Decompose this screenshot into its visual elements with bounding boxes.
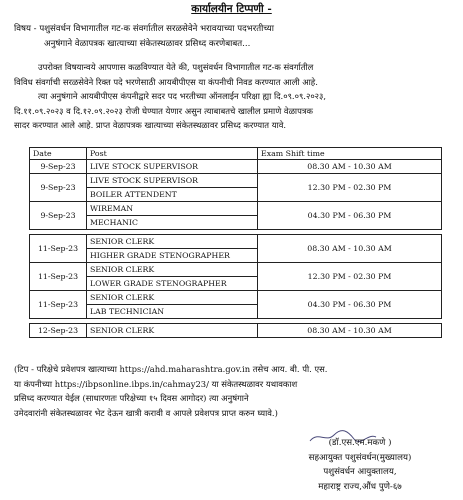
signatory-office: पशुसंवर्धन आयुक्तालय, — [323, 467, 397, 477]
document-title: कार्यालयीन टिप्पणी - — [191, 3, 272, 15]
post-name: HIGHER GRADE STENOGRAPHER — [87, 248, 257, 262]
signature-block — [260, 436, 460, 494]
note-line-2: या कंपनीच्या https://ibpsonline.ibps.in/cahmay23/ या संकेतस्थळावर यथावकाश — [14, 378, 298, 389]
subject-block — [14, 22, 454, 52]
post-name: SENIOR CLERK — [90, 265, 155, 274]
table-row — [30, 324, 442, 338]
signatory-designation: सहआयुक्त पशुसंवर्धन(मुख्यालय) — [308, 452, 412, 463]
row-shift-time: 08.30 AM - 10.30 AM — [258, 324, 442, 338]
table-row — [30, 202, 442, 230]
post-name: SENIOR CLERK — [90, 326, 155, 335]
row-date: 11-Sep-23 — [30, 235, 87, 263]
row-shift-time: 08.30 AM - 10.30 AM — [258, 160, 442, 174]
subject-line-2: अनुषंगाने वेळापत्रक खात्याच्या संकेतस्थळावर प्रसिध्द करणेबाबत... — [44, 39, 251, 49]
row-date: 9-Sep-23 — [30, 160, 87, 174]
subject-line-1: विषय - पशुसंवर्धन विभागातील गट-क संवर्गातील सरळसेवेने भरावयाच्या पदभरतीच्या — [14, 24, 274, 34]
para-line-3: त्या अनुषंगाने आयबीपीएस कंपनीद्वारे सदर पद भरतीच्या ऑनलाईन परिक्षा ह्या दि.०९.०९.२०२३, — [38, 91, 327, 102]
table-row — [30, 174, 442, 202]
note-line-4: उमेदवारांनी संकेतस्थळावर भेट देऊन खात्री करावी व आपले प्रवेशपत्र प्राप्त करुन घ्यावे.) — [14, 407, 278, 418]
note-line-1: (टिप - परिक्षेचे प्रवेशपत्र खात्याच्या https://ahd.maharashtra.gov.in तसेच आय. बी. पी. एस. — [14, 364, 328, 374]
row-shift-time: 12.30 PM - 02.30 PM — [258, 174, 442, 202]
post-name: LAB TECHNICIAN — [87, 304, 257, 318]
signatory-address: महाराष्ट्र राज्य,औंध पुणे-६७ — [318, 481, 402, 492]
post-name: SENIOR CLERK — [90, 293, 155, 302]
post-name: SENIOR CLERK — [90, 237, 155, 246]
post-name: BOILER ATTENDENT — [87, 187, 257, 201]
header-post: Post — [87, 148, 258, 160]
para-line-1: उपरोक्त विषयान्वये आपणास कळविण्यात येते की, पशुसंवर्धन विभागातील गट-क संवर्गातील — [38, 62, 314, 72]
body-paragraph — [14, 60, 454, 133]
row-posts — [87, 174, 258, 202]
header-date: Date — [30, 148, 87, 160]
post-name: WIREMAN — [90, 204, 134, 213]
post-name: LOWER GRADE STENOGRAPHER — [87, 276, 257, 290]
table-body — [30, 160, 442, 338]
row-posts — [87, 324, 258, 338]
para-line-5: सादर करण्यात आले आहे. प्राप्त वेळापत्रक खात्याच्या संकेतस्थळावर प्रसिध्द करण्यात यावे. — [14, 120, 287, 131]
row-date: 9-Sep-23 — [30, 202, 87, 230]
row-posts — [87, 160, 258, 174]
row-posts — [87, 202, 258, 230]
row-shift-time: 12.30 PM - 02.30 PM — [258, 263, 442, 291]
para-line-4: दि.११.०९.२०२३ व दि.१२.०९.२०२३ रोजी घेण्यात येणार असुन त्याबाबतचे खालील प्रमाणे वेळापत्रक — [14, 105, 313, 116]
row-date: 9-Sep-23 — [30, 174, 87, 202]
table-row — [30, 160, 442, 174]
row-shift-time: 04.30 PM - 06.30 PM — [258, 202, 442, 230]
header-shift: Exam Shift time — [258, 148, 442, 160]
para-line-2: विविध संवर्गाची सरळसेवेने रिक्त पदे भरणेसाठी आयबीपीएस या कंपनीची निवड करण्यात आली आहे. — [14, 76, 318, 87]
row-posts — [87, 263, 258, 291]
row-date: 11-Sep-23 — [30, 291, 87, 319]
note-block — [14, 362, 454, 420]
row-shift-time: 08.30 AM - 10.30 AM — [258, 235, 442, 263]
post-name: LIVE STOCK SUPERVISOR — [90, 176, 199, 185]
exam-schedule-table — [29, 147, 442, 338]
row-date: 12-Sep-23 — [30, 324, 87, 338]
post-name: MECHANIC — [87, 215, 257, 229]
row-posts — [87, 291, 258, 319]
table-row — [30, 263, 442, 291]
post-name: LIVE STOCK SUPERVISOR — [90, 162, 199, 171]
table-header-row — [30, 148, 442, 160]
table-row — [30, 235, 442, 263]
table-row — [30, 291, 442, 319]
signatory-name: (डॉ.एस.एम.मकणे ) — [328, 438, 392, 448]
row-posts — [87, 235, 258, 263]
row-shift-time: 04.30 PM - 06.30 PM — [258, 291, 442, 319]
note-line-3: प्रसिध्द करण्यात येईल (साधारणतः परिक्षेच्या १५ दिवस आगोदर) त्या अनुषंगाने — [14, 393, 249, 404]
row-date: 11-Sep-23 — [30, 263, 87, 291]
